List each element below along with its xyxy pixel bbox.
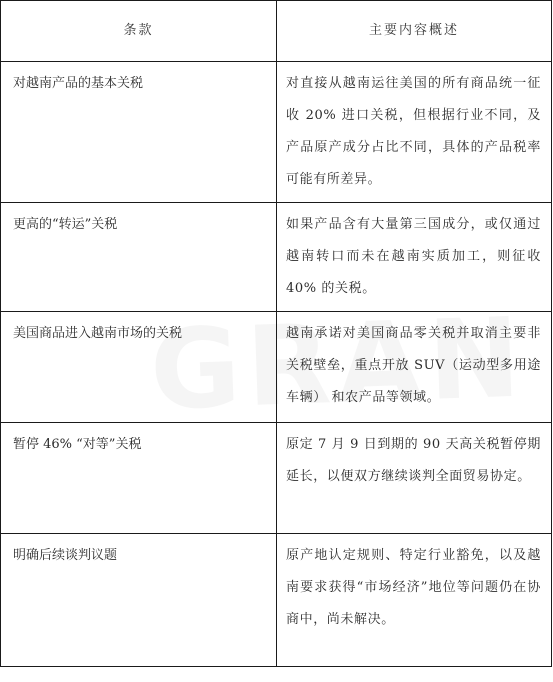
term-cell: 明确后续谈判议题 [1, 534, 277, 667]
term-cell: 美国商品进入越南市场的关税 [1, 312, 277, 423]
table-row [1, 62, 552, 203]
summary-cell: 越南承诺对美国商品零关税并取消主要非关税壁垒，重点开放 SUV（运动型多用途车辆） 和农产品等领域。 [277, 312, 552, 423]
term-cell: 更高的“转运”关税 [1, 203, 277, 312]
table-row [1, 423, 552, 534]
summary-cell: 对直接从越南运往美国的所有商品统一征收 20% 进口关税，但根据行业不同，及产品原产成分占比不同，具体的产品税率可能有所差异。 [277, 62, 552, 203]
table-row [1, 203, 552, 312]
summary-cell: 如果产品含有大量第三国成分，或仅通过越南转口而未在越南实质加工，则征收 40% 的关税。 [277, 203, 552, 312]
summary-cell: 原定 7 月 9 日到期的 90 天高关税暂停期延长，以便双方继续谈判全面贸易协定。 [277, 423, 552, 534]
table-row [1, 312, 552, 423]
term-cell: 对越南产品的基本关税 [1, 62, 277, 203]
header-term: 条款 [1, 1, 277, 62]
header-summary: 主要内容概述 [277, 1, 552, 62]
table-header-row [1, 1, 552, 62]
term-cell: 暂停 46% “对等”关税 [1, 423, 277, 534]
table-row [1, 534, 552, 667]
summary-cell: 原产地认定规则、特定行业豁免，以及越南要求获得“市场经济”地位等问题仍在协商中，尚未解决。 [277, 534, 552, 667]
